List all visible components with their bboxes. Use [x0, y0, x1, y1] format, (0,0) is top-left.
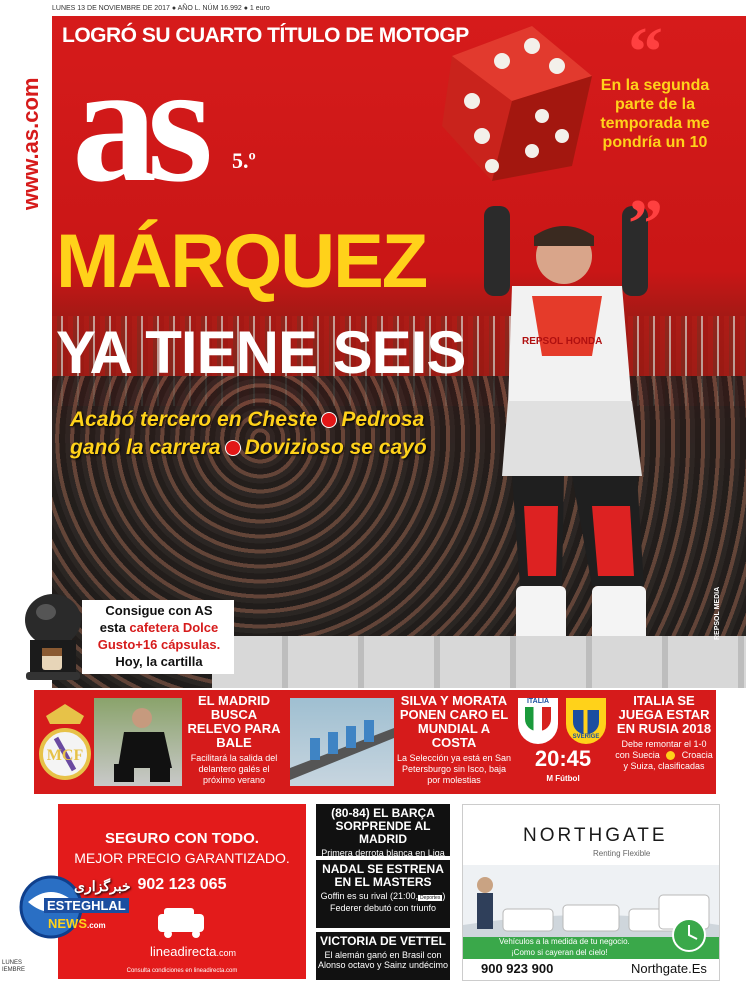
side-url-text: www.as.com [18, 77, 43, 210]
subhead-b: Pedrosa [341, 408, 425, 431]
subhead-line-2 [70, 436, 427, 460]
movistar-m-icon: M [546, 774, 553, 783]
bale-photo [94, 698, 182, 786]
logo-suffix: 5.º [232, 148, 256, 173]
promo-line-1: Consigue con AS [105, 603, 213, 618]
story-vettel-head: VICTORIA DE VETTEL [319, 934, 446, 948]
as-logo[interactable]: as [72, 29, 204, 217]
story-vettel-body: El alemán ganó en Brasil con Alonso octavo y Sainz undécimo [317, 950, 449, 970]
story-italia-body [614, 739, 714, 772]
bullet-icon [321, 412, 337, 428]
coffee-machine-icon [20, 592, 86, 682]
tire-stack [212, 636, 746, 688]
story-nadal-body-c: Federer debutó con triunfo [329, 903, 437, 913]
watermark-line-2-text: NEWS [48, 916, 87, 931]
story-italia-body-b: Croacia y Suiza, clasificadas [623, 750, 713, 771]
italy-badge [518, 698, 558, 744]
northgate-copy-2: ¡Como si cayeran del cielo! [511, 948, 608, 957]
side-url[interactable] [12, 60, 42, 220]
bullet-icon [666, 751, 675, 760]
watermark-line-1: ESTEGHLAL [44, 898, 129, 913]
story-silva-body: La Selección ya está en San Petersburgo sin Isco, baja por molestias [396, 753, 512, 785]
ad-left-phone[interactable]: 902 123 065 [137, 876, 227, 893]
northgate-phone[interactable]: 900 923 900 [481, 961, 554, 976]
coffee-promo[interactable] [20, 592, 220, 684]
sweden-badge [566, 698, 606, 744]
story-nadal-body [316, 891, 450, 916]
story-italia-head: ITALIA SE JUEGA ESTAR EN RUSIA 2018 [616, 693, 712, 736]
pull-quote: En la segunda parte de la temporada me pondría un 10 [600, 77, 710, 151]
story-vettel[interactable] [316, 932, 450, 980]
promo-line-2 [86, 619, 232, 636]
match-box [514, 696, 612, 788]
promo-line-2b: cafetera Dolce [129, 620, 219, 635]
phone-car-icon [154, 904, 214, 938]
photo-credit-text: REPSOL MEDIA [714, 586, 721, 640]
subhead-a: Acabó tercero en Cheste [70, 408, 318, 431]
dateline: LUNES 13 DE NOVIEMBRE DE 2017 ● AÑO L. NÚM 16.992 ● 1 euro [52, 5, 270, 12]
suit-sponsor: REPSOL HONDA [522, 336, 603, 347]
watermark-line-2-tld: .com [87, 921, 106, 930]
clock-icon [671, 917, 707, 953]
promo-line-4: Hoy, la cartilla [115, 654, 203, 669]
story-nadal-body-b: ) [442, 891, 446, 901]
svg-text:MCF: MCF [46, 747, 84, 764]
story-barca-body: Primera derrota blanca en Liga [321, 848, 445, 858]
story-nadal-head: NADAL SE ESTRENA EN EL MASTERS [322, 862, 444, 889]
story-silva-head: SILVA Y MORATA PONEN CARO EL MUNDIAL A COSTA [399, 693, 509, 750]
italy-shield-icon [525, 707, 551, 731]
bullet-icon [225, 440, 241, 456]
story-nadal[interactable] [316, 860, 450, 928]
team2-label: SVERIGE [572, 734, 600, 740]
northgate-copy-1: Vehículos a la medida de tu negocio. [499, 937, 630, 946]
story-nadal-body-a: Goffin es su rival (21:00, [320, 891, 419, 901]
story-silva[interactable] [396, 694, 512, 786]
ad-left-line-2: MEJOR PRECIO GARANTIZADO. [74, 850, 290, 866]
sweden-shield-icon [573, 710, 599, 734]
story-madrid-head: EL MADRID BUSCA RELEVO PARA BALE [187, 693, 281, 750]
story-barca[interactable] [316, 804, 450, 856]
seleccion-photo [290, 698, 394, 786]
quote-open-mark: “ [628, 14, 663, 91]
subhead-d: Dovizioso se cayó [244, 436, 427, 459]
ad-left-brand [118, 944, 268, 959]
northgate-site[interactable]: Northgate.Es [631, 961, 707, 976]
promo-line-2a: esta [99, 620, 126, 635]
headline-line-2[interactable]: YA TIENE SEIS [56, 319, 466, 386]
watermark-arabic: خبرگزاری [74, 878, 131, 894]
story-madrid-body: Facilitará la salida del delantero galés el próximo verano [190, 753, 278, 785]
ad-left-line-1: SEGURO CON TODO. [105, 830, 259, 847]
headline-line-1[interactable]: MÁRQUEZ [56, 219, 427, 304]
team1-label: ITALIA [526, 698, 550, 705]
northgate-tagline: Renting Flexible [593, 849, 651, 858]
ad-left-fine: Consulta condiciones en lineadirecta.com [126, 968, 238, 974]
northgate-ad[interactable] [462, 804, 720, 981]
real-madrid-crest-icon [38, 700, 92, 788]
subhead-line-1 [70, 408, 424, 432]
story-italia-body-a: Debe remontar el 1-0 con Suecia [615, 739, 707, 760]
match-time: 20:45 [534, 746, 592, 771]
match-channel-label: Fútbol [555, 774, 580, 783]
ad-left-brand-name: lineadirecta [149, 944, 217, 959]
subhead-c: ganó la carrera [70, 436, 221, 459]
corner-label: LUNES IEMBRE [2, 960, 26, 973]
quote-close-mark: ” [628, 186, 663, 263]
promo-line-3: Gusto+16 cápsulas. [97, 637, 221, 652]
ad-left-brand-tld: .com [216, 948, 236, 958]
story-italia[interactable] [614, 694, 714, 772]
photo-credit [712, 570, 726, 650]
mid-column [316, 804, 450, 980]
news-strip [34, 690, 716, 794]
watermark-line-2 [48, 916, 106, 931]
promo-text [86, 602, 232, 670]
story-barca-head: (80-84) EL BARÇA SORPRENDE AL MADRID [331, 806, 435, 846]
tv-badge: Deportes [420, 895, 441, 901]
kicker: LOGRÓ SU CUARTO TÍTULO DE MOTOGP [62, 24, 469, 47]
esteghlal-news-watermark[interactable] [10, 868, 130, 978]
story-madrid[interactable] [184, 694, 284, 786]
match-channel [514, 774, 612, 783]
northgate-logo: NORTHGATE [523, 825, 668, 846]
